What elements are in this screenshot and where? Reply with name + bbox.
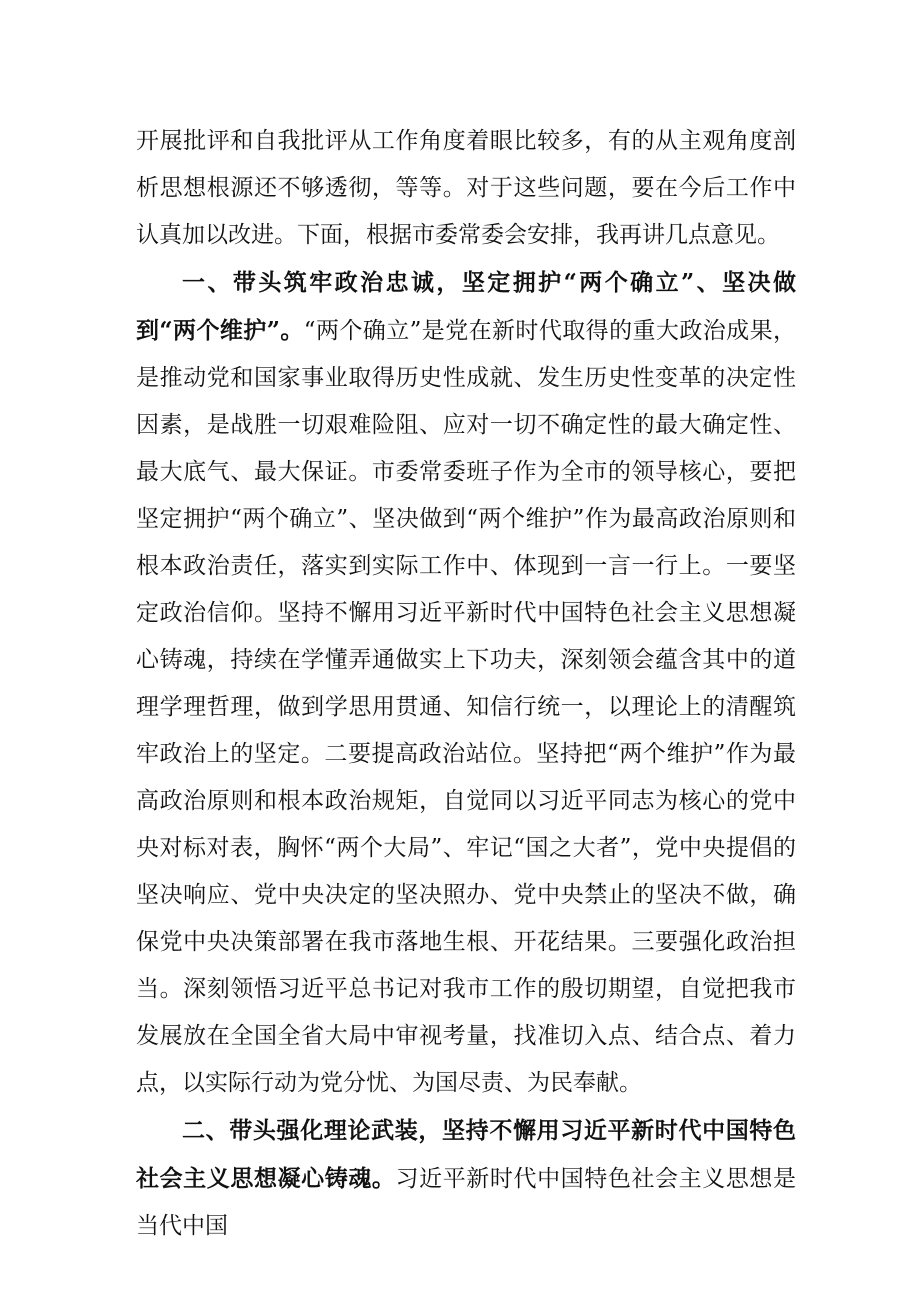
- section-one-heading: 一、带头筑牢政治忠诚，坚定拥护“两个确立”、坚决做到“两个维护”。: [136, 269, 796, 344]
- paragraph-text: 习近平新时代中国特色社会主义思想是当代中国: [136, 1166, 797, 1239]
- document-body: [136, 118, 796, 1250]
- intro-paragraph: [136, 118, 796, 259]
- section-two-heading: 二、带头强化理论武装，坚持不懈用习近平新时代中国特色社会主义思想凝心铸魂。: [136, 1117, 796, 1192]
- paragraph-text: “两个确立”是党在新时代取得的重大政治成果，是推动党和国家事业取得历史性成就、发生历史性变革的决定性因素，是战胜一切艰难险阻、应对一切不确定性的最大确定性、最大底气、最大保证。市委常委班子作为全市的领导核心，要把坚定拥护“两个确立”、坚决做到“两个维护”作为最高政治原则和根本政治责任，落实到实际工作中、体现到一言一行上。一要坚定政治信仰。坚持不懈用习近平新时代中国特色社会主义思想凝心铸魂，持续在学懂弄通做实上下功夫，深刻领会蕴含其中的道理学理哲理，做到学思用贯通、知信行统一，以理论上的清醒筑牢政治上的坚定。二要提高政治站位。坚持把“两个维护”作为最高政治原则和根本政治规矩，自觉同以习近平同志为核心的党中央对标对表，胸怀“两个大局”、牢记“国之大者”，党中央提倡的坚决响应、党中央决定的坚决照办、党中央禁止的坚决不做，确保党中央决策部署在我市落地生根、开花结果。三要强化政治担当。深刻领悟习近平总书记对我市工作的殷切期望，自觉把我市发展放在全国全省大局中审视考量，找准切入点、结合点、着力点，以实际行动为党分忧、为国尽责、为民奉献。: [136, 318, 796, 1096]
- section-two-paragraph: [136, 1107, 796, 1250]
- section-one-paragraph: [136, 259, 796, 1107]
- paragraph-text: 开展批评和自我批评从工作角度着眼比较多，有的从主观角度剖析思想根源还不够透彻，等等。对于这些问题，要在今后工作中认真加以改进。下面，根据市委常委会安排，我再讲几点意见。: [136, 128, 796, 248]
